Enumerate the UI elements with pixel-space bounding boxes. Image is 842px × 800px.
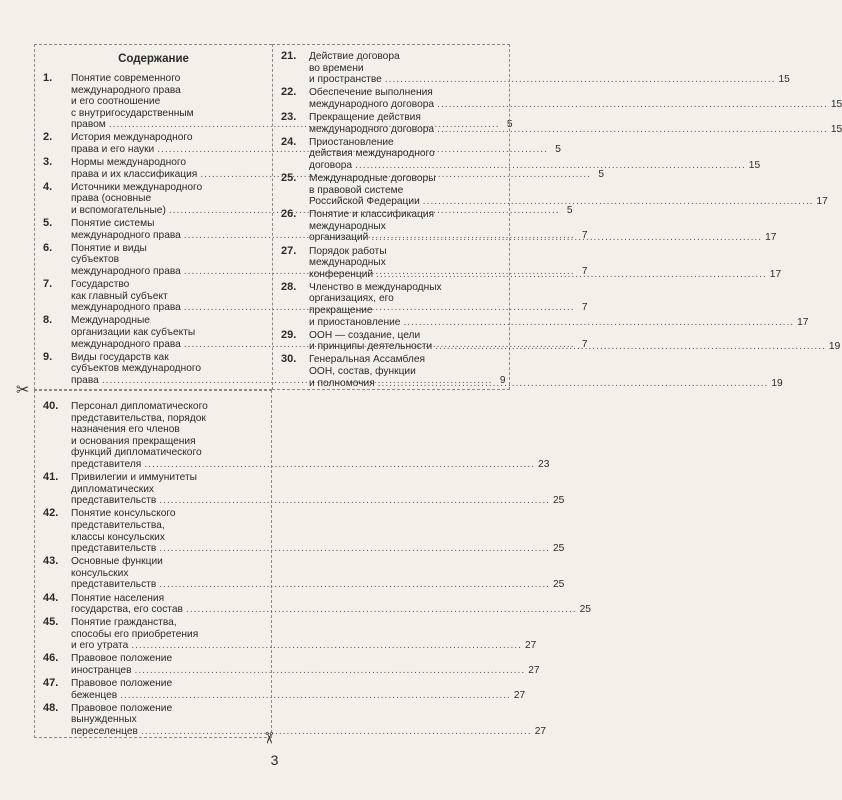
toc-entry-line: прекращение <box>309 304 373 316</box>
toc-entry-line: Понятие консульского <box>71 508 176 520</box>
toc-entry-line: Привилегии и иммунитеты <box>71 472 197 484</box>
toc-entry <box>281 110 842 135</box>
toc-entry-last-line <box>71 459 549 471</box>
toc-entry-last-line <box>71 640 536 652</box>
toc-entry-number: 42. <box>43 507 59 520</box>
toc-entry-last-line <box>309 338 841 353</box>
toc-entry-page: 7 <box>581 302 588 314</box>
toc-entry-line: договора <box>309 159 353 171</box>
toc-entry-number: 47. <box>43 677 59 690</box>
toc-entry <box>281 86 842 110</box>
toc-entry-body <box>71 556 564 591</box>
toc-entry-line: Понятие гражданства, <box>71 617 177 629</box>
toc-entry-line: Нормы международного <box>71 157 187 169</box>
toc-entry-last-line <box>309 74 790 86</box>
toc-entry-line: Порядок работы <box>309 245 387 257</box>
toc-entry-number: 40. <box>43 400 59 412</box>
leader-dots <box>403 317 794 329</box>
toc-entry-line: и принципы деятельности <box>309 341 433 353</box>
toc-entry-body <box>71 617 536 652</box>
toc-entry-line: Приостановление <box>309 136 394 148</box>
toc-entry-page: 27 <box>513 689 526 701</box>
toc-entry-number: 27. <box>281 244 297 257</box>
toc-entry-number: 4. <box>43 180 53 193</box>
toc-entry-line: Виды государств как <box>71 351 169 363</box>
toc-entry-number: 22. <box>281 86 297 99</box>
toc-entry-number: 30. <box>281 353 297 366</box>
leader-dots <box>159 495 550 507</box>
toc-entry-line: международного договора <box>309 123 435 135</box>
leader-dots <box>378 378 769 390</box>
toc-entry-line: международного договора <box>309 98 435 110</box>
toc-entry-page: 25 <box>553 579 565 591</box>
toc-entry-line: международного права <box>71 338 181 350</box>
toc-entry-line: международных <box>309 220 386 232</box>
toc-entry <box>43 555 565 591</box>
toc-entry-body <box>309 246 781 281</box>
toc-entry-line: вынужденных <box>71 714 137 726</box>
toc-entry-page: 5 <box>555 144 561 156</box>
toc-entry <box>43 591 591 616</box>
toc-entry <box>43 652 540 677</box>
toc-entry-line: права и их классификация <box>71 168 198 180</box>
toc-entry-line: Действие договора <box>309 51 400 62</box>
toc-entry-last-line <box>309 229 777 244</box>
toc-entry <box>281 280 809 328</box>
toc-entry-body <box>309 282 808 328</box>
toc-entry-line: ООН — создание, цели <box>309 329 421 341</box>
toc-entry-line: иностранцев <box>71 665 132 677</box>
toc-entry-line: способы его приобретения <box>71 628 199 640</box>
toc-entry-line: консульских <box>71 567 129 579</box>
toc-entry-page: 5 <box>598 168 605 180</box>
leader-dots <box>141 726 532 738</box>
leader-dots <box>385 74 776 86</box>
toc-panel-bottom-left <box>34 390 591 738</box>
toc-entry-line: беженцев <box>71 689 118 701</box>
toc-entry-line: функций дипломатического <box>71 447 202 459</box>
toc-entry-page: 17 <box>765 232 777 244</box>
toc-entry-number: 6. <box>43 241 53 254</box>
toc-entry-line: представительств <box>71 495 157 507</box>
toc-entry-page: 17 <box>816 196 828 208</box>
toc-entry-line: Понятие населения <box>71 592 165 604</box>
toc-entry-last-line <box>71 579 564 591</box>
toc-entry-number: 41. <box>43 471 59 484</box>
toc-entry-last-line <box>309 269 781 281</box>
toc-entry-line: организации как субъекты <box>71 326 196 338</box>
toc-entry-last-line <box>309 99 842 111</box>
scissors-icon: ✂ <box>259 731 277 745</box>
toc-entry-line: Основные функции <box>71 556 163 568</box>
toc-entry-page: 17 <box>769 268 782 280</box>
toc-entry <box>281 328 841 353</box>
toc-entry-last-line <box>309 317 808 329</box>
leader-dots <box>435 338 826 353</box>
toc-entry-number: 25. <box>281 171 297 184</box>
toc-entry-last-line <box>309 378 783 390</box>
toc-entry-last-line <box>71 726 546 738</box>
toc-entry-line: Понятие системы <box>71 218 155 230</box>
toc-entry-body <box>309 112 842 135</box>
toc-entry <box>281 135 761 172</box>
toc-entry-line: Источники международного <box>71 181 203 193</box>
toc-entry-page: 25 <box>553 543 565 555</box>
toc-entry-page: 17 <box>797 316 809 328</box>
toc-entry-number: 21. <box>281 50 297 62</box>
toc-entry-body <box>71 678 525 701</box>
leader-dots <box>371 229 762 244</box>
toc-entry-number: 8. <box>43 314 53 327</box>
toc-entry-line: субъектов <box>71 254 120 266</box>
toc-entry-line: во времени <box>309 62 364 74</box>
toc-entry <box>281 244 782 281</box>
toc-entry-number: 29. <box>281 328 297 341</box>
toc-entry-line: Международные <box>71 315 150 327</box>
toc-entry-line: права (основные <box>71 193 152 205</box>
toc-entry-line: международных <box>309 257 386 269</box>
toc-entry-line: Правовое положение <box>71 678 173 690</box>
toc-entry-number: 44. <box>43 591 59 604</box>
toc-entry-line: представительства, <box>71 519 165 531</box>
toc-list-right-top <box>273 45 842 389</box>
leader-dots <box>437 124 828 136</box>
toc-entry-line: ООН, состав, функции <box>309 365 416 377</box>
toc-entry-line: дипломатических <box>71 483 154 495</box>
toc-entry-number: 2. <box>43 131 53 144</box>
toc-entry-number: 43. <box>43 555 59 568</box>
toc-entry-line: правом <box>71 119 106 131</box>
toc-entry-page: 15 <box>778 74 790 86</box>
toc-entry-number: 1. <box>43 72 53 84</box>
toc-entry-line: международного права <box>71 266 181 277</box>
scissors-icon: ✂ <box>16 382 30 399</box>
toc-entry-page: 15 <box>830 98 842 110</box>
toc-entry-page: 23 <box>538 458 550 470</box>
toc-entry-line: субъектов международного <box>71 363 202 375</box>
toc-entry-page: 27 <box>528 665 540 677</box>
toc-entry-line: Понятие и классификация <box>309 209 435 221</box>
toc-entry-body <box>71 508 564 554</box>
toc-entry-line: и пространстве <box>309 74 382 86</box>
toc-entry <box>43 507 565 555</box>
toc-entry-last-line <box>71 690 525 702</box>
toc-entry-page: 27 <box>524 640 537 652</box>
toc-entry-last-line <box>71 665 540 677</box>
toc-entry-number: 28. <box>281 280 297 293</box>
toc-entry-page: 25 <box>579 604 591 616</box>
toc-entry-line: и основания прекращения <box>71 435 196 447</box>
toc-entry-page: 5 <box>566 205 573 217</box>
toc-entry-body <box>309 173 828 208</box>
toc-entry-line: международного права <box>71 84 181 96</box>
toc-entry-line: Генеральная Ассамблея <box>309 354 426 366</box>
toc-entry-page: 27 <box>534 726 547 738</box>
toc-entry-line: Международные договоры <box>309 172 436 184</box>
toc-entry-page: 7 <box>581 229 588 241</box>
leader-dots <box>423 196 814 208</box>
toc-entry-line: Персонал дипломатического <box>71 401 208 412</box>
toc-entry-line: права <box>71 374 99 386</box>
toc-entry-line: переселенцев <box>71 726 138 738</box>
toc-entry-line: Государство <box>71 279 130 291</box>
leader-dots <box>376 269 767 281</box>
toc-entry-last-line <box>309 196 828 208</box>
toc-entry-line: Правовое положение <box>71 702 173 714</box>
toc-entry-body <box>309 354 783 389</box>
toc-entry-body <box>71 593 591 616</box>
toc-entry-page: 19 <box>771 377 783 389</box>
leader-dots <box>186 604 577 616</box>
toc-entry-line: организаций <box>309 232 369 244</box>
toc-entry-number: 23. <box>281 110 297 123</box>
toc-entry-last-line <box>71 604 591 616</box>
leader-dots <box>355 160 746 172</box>
toc-entry-page: 15 <box>830 123 842 135</box>
toc-entry-number: 7. <box>43 278 53 291</box>
toc-entry-last-line <box>309 160 760 172</box>
toc-entry-line: Правовое положение <box>71 653 173 665</box>
toc-entry-line: международного права <box>71 302 181 314</box>
toc-entry-line: представительств <box>71 543 157 555</box>
toc-entry-line: Прекращение действия <box>309 111 421 123</box>
leader-dots <box>135 665 526 677</box>
toc-entry-line: и его соотношение <box>71 96 161 108</box>
toc-entry-line: государства, его состав <box>71 604 183 616</box>
toc-entry-body <box>309 51 790 86</box>
toc-entry <box>281 353 783 389</box>
toc-entry-page: 7 <box>581 266 588 277</box>
toc-entry-body <box>71 703 546 738</box>
toc-entry <box>43 400 550 471</box>
toc-entry-body <box>309 209 776 244</box>
toc-entry-last-line <box>71 543 564 555</box>
toc-entry <box>43 471 565 507</box>
leader-dots <box>159 579 550 591</box>
toc-entry-line: представителя <box>71 458 142 470</box>
toc-entry-line: История международного <box>71 132 193 144</box>
toc-entry <box>281 171 828 208</box>
toc-entry-number: 48. <box>43 701 59 714</box>
toc-entry-line: конференций <box>309 268 374 280</box>
leader-dots <box>144 459 535 471</box>
toc-entry-line: и полномочия <box>309 377 375 389</box>
toc-entry-line: классы консульских <box>71 531 165 543</box>
toc-entry <box>281 50 790 86</box>
leader-dots <box>437 99 828 111</box>
toc-list-bottom-left <box>35 391 591 738</box>
toc-entry-line: назначения его членов <box>71 424 180 436</box>
leader-dots <box>131 640 522 652</box>
toc-entry-line: и его утрата <box>71 640 129 652</box>
toc-entry-number: 9. <box>43 350 53 363</box>
toc-entry <box>281 208 777 244</box>
toc-entry-line: Членство в международных <box>309 281 442 293</box>
leader-dots <box>120 690 511 702</box>
toc-entry-line: Российской Федерации <box>309 196 420 208</box>
toc-entry-body <box>71 653 540 676</box>
toc-entry-number: 26. <box>281 208 297 221</box>
toc-entry-page: 5 <box>506 119 513 131</box>
toc-entry-number: 46. <box>43 652 59 665</box>
toc-entry-line: представительства, порядок <box>71 412 206 424</box>
toc-entry-number: 5. <box>43 217 53 230</box>
toc-entry-body <box>71 472 564 507</box>
toc-entry-page: 25 <box>553 495 565 507</box>
toc-entry-body <box>309 87 842 110</box>
toc-entry-line: международного права <box>71 229 181 241</box>
toc-entry-number: 45. <box>43 616 59 629</box>
toc-entry <box>43 616 537 652</box>
toc-entry <box>43 701 547 738</box>
toc-entry-body <box>309 137 760 172</box>
leader-dots <box>159 543 550 555</box>
toc-entry-line: организациях, его <box>309 293 394 305</box>
toc-entry-last-line <box>309 124 842 136</box>
toc-entry-line: Понятие и виды <box>71 242 147 254</box>
toc-entry-last-line <box>71 495 564 507</box>
toc-entry-page: 19 <box>828 341 841 353</box>
toc-entry-line: и вспомогательные) <box>71 205 166 217</box>
toc-title: Содержание <box>118 53 189 65</box>
toc-entry-number: 3. <box>43 156 53 169</box>
toc-entry-line: Понятие современного <box>71 73 181 84</box>
toc-entry-page: 9 <box>499 374 506 386</box>
toc-entry-line: и приостановление <box>309 316 401 328</box>
toc-entry-number: 24. <box>281 135 297 148</box>
toc-entry-line: с внутригосударственным <box>71 107 194 119</box>
toc-entry-line: в правовой системе <box>309 184 404 196</box>
toc-entry <box>43 677 526 701</box>
toc-entry-page: 7 <box>581 338 588 350</box>
toc-entry-line: права и его науки <box>71 144 155 156</box>
toc-entry-line: как главный субъект <box>71 290 168 302</box>
toc-entry-page: 15 <box>748 159 761 171</box>
toc-entry-body <box>309 330 840 353</box>
toc-entry-line: представительств <box>71 579 157 591</box>
page-number: 3 <box>270 752 279 768</box>
toc-entry-body <box>71 401 549 471</box>
toc-entry-line: действия международного <box>309 148 435 160</box>
toc-entry-line: Обеспечение выполнения <box>309 87 433 99</box>
toc-panel-top-right <box>272 44 842 390</box>
